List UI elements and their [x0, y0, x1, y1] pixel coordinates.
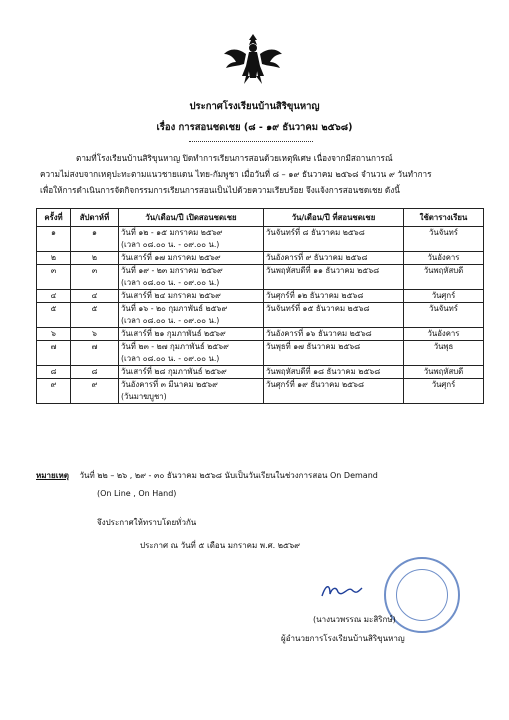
note-text-1: วันที่ ๒๒ – ๒๖ , ๒๙ - ๓๐ ธันวาคม ๒๕๖๘ นับเป็นวันเรียนในช่วงการสอน On Demand: [79, 471, 378, 480]
cell-replaced-date: วันจันทร์ที่ ๑๕ ธันวาคม ๒๕๖๘: [264, 303, 404, 316]
cell-round: ๖: [37, 328, 71, 341]
cell-open-time: (เวลา ๐๘.๐๐ น. - ๐๙.๐๐ น.): [119, 315, 264, 328]
cell-open-date: วันที่ ๑๖ - ๒๐ กุมภาพันธ์ ๒๕๖๙: [119, 303, 264, 316]
closing-announce: จึงประกาศให้ทราบโดยทั่วกัน: [97, 518, 197, 527]
note-line-2: (On Line , On Hand): [97, 489, 177, 498]
cell-replaced-date: วันพฤหัสบดีที่ ๑๑ ธันวาคม ๒๕๖๘: [264, 265, 404, 278]
table-row-sub: [37, 391, 484, 404]
cell-round: ๔: [37, 290, 71, 303]
cell-round: ๕: [37, 303, 71, 316]
cell-week: ๙: [71, 379, 119, 392]
table-header-row: [37, 209, 484, 227]
cell-open-date: วันที่ ๑๙ - ๒๓ มกราคม ๒๕๖๙: [119, 265, 264, 278]
cell-week: ๒: [71, 252, 119, 265]
signer-position: ผู้อำนวยการโรงเรียนบ้านสิริขุนหาญ: [281, 634, 405, 643]
table-row-sub: [37, 315, 484, 328]
body-line-2: ความไม่สงบจากเหตุปะทะตามแนวชายแดน ไทย-กัมพูชา เมื่อวันที่ ๘ – ๑๙ ธันวาคม ๒๕๖๘ จำนวน ๙ วันทำการ: [40, 169, 432, 179]
cell-replaced-date: วันศุกร์ที่ ๑๙ ธันวาคม ๒๕๖๘: [264, 379, 404, 392]
cell-open-date: วันเสาร์ที่ ๒๘ กุมภาพันธ์ ๒๕๖๙: [119, 366, 264, 379]
announcement-subject: เรื่อง การสอนชดเชย (๘ - ๑๙ ธันวาคม ๒๕๖๘): [156, 122, 353, 133]
table-row: [37, 252, 484, 265]
cell-open-date: วันเสาร์ที่ ๒๑ กุมภาพันธ์ ๒๕๖๙: [119, 328, 264, 341]
cell-open-date: วันอังคารที่ ๓ มีนาคม ๒๕๖๙: [119, 379, 264, 392]
signature-icon: [318, 580, 364, 602]
cell-schedule: วันจันทร์: [404, 303, 484, 316]
cell-schedule: วันพฤหัสบดี: [404, 265, 484, 278]
table-row: [37, 328, 484, 341]
cell-schedule: วันศุกร์: [404, 379, 484, 392]
cell-schedule: วันศุกร์: [404, 290, 484, 303]
cell-round: ๑: [37, 227, 71, 240]
cell-replaced-date: วันพุธที่ ๑๗ ธันวาคม ๒๕๖๘: [264, 341, 404, 354]
header-replaced-date: วัน/เดือน/ปี ที่สอนชดเชย: [264, 209, 404, 227]
table-row: [37, 265, 484, 278]
body-line-1: ตามที่โรงเรียนบ้านสิริขุนหาญ ปิดทำการเรียนการสอนด้วยเหตุพิเศษ เนื่องจากมีสถานการณ์: [76, 153, 393, 163]
table-row-sub: [37, 277, 484, 290]
cell-schedule: วันอังคาร: [404, 252, 484, 265]
table-row-sub: [37, 353, 484, 366]
cell-open-time: (เวลา ๐๘.๐๐ น. - ๐๙.๐๐ น.): [119, 277, 264, 290]
cell-round: ๘: [37, 366, 71, 379]
cell-week: ๕: [71, 303, 119, 316]
cell-open-time: (เวลา ๐๘.๐๐ น. - ๐๙.๐๐ น.): [119, 239, 264, 252]
cell-open-note: (วันมาฆบูชา): [119, 391, 264, 404]
cell-replaced-date: วันอังคารที่ ๑๖ ธันวาคม ๒๕๖๘: [264, 328, 404, 341]
header-open-date: วัน/เดือน/ปี เปิดสอนชดเชย: [119, 209, 264, 227]
header-week: สัปดาห์ที่: [71, 209, 119, 227]
signer-name: (นางนวพรรณ มะสิริกษ์): [313, 615, 396, 624]
cell-open-date: วันเสาร์ที่ ๒๔ มกราคม ๒๕๖๙: [119, 290, 264, 303]
title-divider: [189, 141, 313, 142]
cell-week: ๔: [71, 290, 119, 303]
cell-week: ๑: [71, 227, 119, 240]
cell-schedule: วันจันทร์: [404, 227, 484, 240]
cell-replaced-date: วันอังคารที่ ๙ ธันวาคม ๒๕๖๘: [264, 252, 404, 265]
cell-round: ๗: [37, 341, 71, 354]
table-row: [37, 379, 484, 392]
cell-open-date: วันเสาร์ที่ ๑๗ มกราคม ๒๕๖๙: [119, 252, 264, 265]
cell-open-time: (เวลา ๐๘.๐๐ น. - ๐๙.๐๐ น.): [119, 353, 264, 366]
cell-round: ๓: [37, 265, 71, 278]
cell-schedule: วันพฤหัสบดี: [404, 366, 484, 379]
cell-replaced-date: วันศุกร์ที่ ๑๒ ธันวาคม ๒๕๖๘: [264, 290, 404, 303]
header-schedule: ใช้ตารางเรียน: [404, 209, 484, 227]
table-row: [37, 366, 484, 379]
table-row: [37, 303, 484, 316]
table-row-sub: [37, 239, 484, 252]
header-round: ครั้งที่: [37, 209, 71, 227]
note-label: หมายเหตุ: [36, 471, 69, 480]
body-line-3: เพื่อให้การดำเนินการจัดกิจกรรมการเรียนการสอนเป็นไปด้วยความเรียบร้อย จึงแจ้งการสอนชดเชย ดังนี้: [40, 185, 400, 195]
garuda-emblem-icon: [222, 30, 284, 92]
closing-date: ประกาศ ณ วันที่ ๕ เดือน มกราคม พ.ศ. ๒๕๖๙: [140, 541, 301, 550]
table-row: [37, 290, 484, 303]
cell-week: ๖: [71, 328, 119, 341]
cell-replaced-date: วันพฤหัสบดีที่ ๑๘ ธันวาคม ๒๕๖๘: [264, 366, 404, 379]
makeup-schedule-table: [36, 208, 484, 404]
cell-round: ๒: [37, 252, 71, 265]
cell-schedule: วันอังคาร: [404, 328, 484, 341]
cell-replaced-date: วันจันทร์ที่ ๘ ธันวาคม ๒๕๖๘: [264, 227, 404, 240]
cell-week: ๗: [71, 341, 119, 354]
cell-week: ๓: [71, 265, 119, 278]
table-row: [37, 227, 484, 240]
cell-schedule: วันพุธ: [404, 341, 484, 354]
announcement-title: ประกาศโรงเรียนบ้านสิริขุนหาญ: [189, 101, 320, 112]
note-line-1: [36, 469, 378, 482]
cell-open-date: วันที่ ๒๓ - ๒๗ กุมภาพันธ์ ๒๕๖๙: [119, 341, 264, 354]
cell-week: ๘: [71, 366, 119, 379]
cell-open-date: วันที่ ๑๒ - ๑๕ มกราคม ๒๕๖๙: [119, 227, 264, 240]
table-row: [37, 341, 484, 354]
cell-round: ๙: [37, 379, 71, 392]
